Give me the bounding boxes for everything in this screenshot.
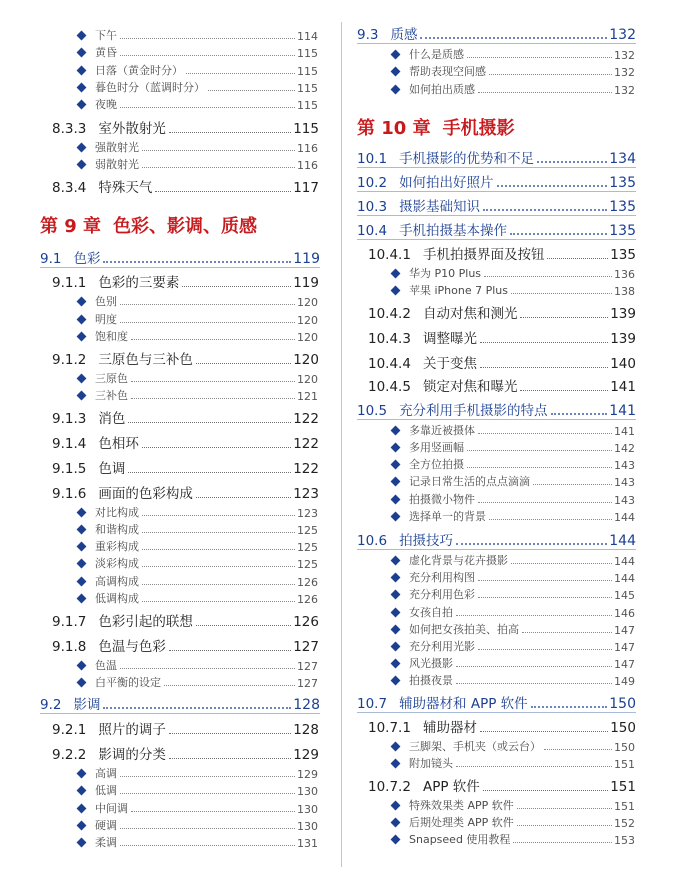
page-number: 120 [297, 331, 318, 344]
chapter-10-heading[interactable]: 第 10 章 手机摄影 [357, 118, 515, 139]
toc-item[interactable]: 多用竖画幅 142 [392, 438, 635, 455]
page-number: 144 [614, 572, 635, 585]
page-number: 143 [614, 459, 635, 472]
page-number: 122 [293, 461, 319, 477]
toc-item[interactable]: 充分利用色彩 145 [392, 585, 635, 602]
toc-item[interactable]: 明度 120 [78, 310, 318, 327]
page-number: 146 [614, 607, 635, 620]
diamond-bullet-icon [77, 821, 87, 831]
page-number: 126 [297, 593, 318, 606]
page-number: 141 [614, 425, 635, 438]
diamond-bullet-icon [391, 269, 401, 279]
page-number: 123 [297, 507, 318, 520]
diamond-bullet-icon [77, 661, 87, 671]
diamond-bullet-icon [77, 577, 87, 587]
page-number: 153 [614, 834, 635, 847]
page-number: 144 [614, 555, 635, 568]
toc-item[interactable]: 如何拍出质感 132 [392, 80, 635, 97]
toc-item[interactable]: 多靠近被摄体 141 [392, 421, 635, 438]
toc-item[interactable]: 柔调 131 [78, 833, 318, 850]
toc-item[interactable]: 饱和度 120 [78, 327, 318, 344]
page-number: 116 [297, 159, 318, 172]
toc-subsection-10-4-3[interactable]: 10.4.3 调整曝光 139 [368, 331, 636, 347]
toc-item[interactable]: Snapseed 使用教程 153 [392, 830, 635, 847]
toc-item[interactable]: 全方位拍摄 143 [392, 455, 635, 472]
page-number: 131 [297, 837, 318, 850]
diamond-bullet-icon [77, 804, 87, 814]
toc-item[interactable]: 三原色 120 [78, 369, 318, 386]
page-number: 147 [614, 624, 635, 637]
page-number: 130 [297, 785, 318, 798]
toc-item[interactable]: 拍摄夜景 149 [392, 671, 635, 688]
page-number: 132 [614, 49, 635, 62]
page-number: 122 [293, 411, 319, 427]
page-number: 126 [297, 576, 318, 589]
section-underline [357, 215, 636, 216]
page-number: 120 [297, 314, 318, 327]
page-number: 120 [297, 296, 318, 309]
page-number: 144 [609, 533, 636, 549]
toc-subsection-9-1-6[interactable]: 9.1.6 画面的色彩构成 123 [52, 486, 319, 502]
diamond-bullet-icon [77, 559, 87, 569]
page-number: 147 [614, 641, 635, 654]
diamond-bullet-icon [391, 426, 401, 436]
diamond-bullet-icon [391, 759, 401, 769]
diamond-bullet-icon [391, 556, 401, 566]
section-underline [40, 267, 320, 268]
toc-item[interactable]: 三脚架、手机夹（或云台） 150 [392, 737, 635, 754]
diamond-bullet-icon [77, 332, 87, 342]
toc-item[interactable]: 拍摄微小物件 143 [392, 490, 635, 507]
toc-item[interactable]: 下午 114 [78, 26, 318, 43]
toc-item[interactable]: 充分利用构图 144 [392, 568, 635, 585]
diamond-bullet-icon [391, 460, 401, 470]
page-number: 125 [297, 558, 318, 571]
toc-section-10-4[interactable]: 10.4 手机拍摄基本操作 135 [357, 223, 636, 239]
page-number: 121 [297, 390, 318, 403]
page-number: 152 [614, 817, 635, 830]
page-number: 115 [297, 82, 318, 95]
page-number: 115 [297, 99, 318, 112]
toc-subsection-9-1-3[interactable]: 9.1.3 消色 122 [52, 411, 319, 427]
toc-section-10-3[interactable]: 10.3 摄影基础知识 135 [357, 199, 636, 215]
diamond-bullet-icon [391, 835, 401, 845]
toc-item[interactable]: 女孩自拍 146 [392, 603, 635, 620]
page-number: 128 [293, 722, 319, 738]
page-number: 127 [297, 660, 318, 673]
diamond-bullet-icon [391, 625, 401, 635]
page-number: 128 [293, 697, 320, 713]
diamond-bullet-icon [77, 143, 87, 153]
page-number: 151 [614, 758, 635, 771]
diamond-bullet-icon [77, 160, 87, 170]
diamond-bullet-icon [391, 85, 401, 95]
toc-item[interactable]: 色温 127 [78, 656, 318, 673]
diamond-bullet-icon [391, 477, 401, 487]
page-number: 114 [297, 30, 318, 43]
diamond-bullet-icon [77, 83, 87, 93]
toc-section-10-2[interactable]: 10.2 如何拍出好照片 135 [357, 175, 636, 191]
diamond-bullet-icon [77, 786, 87, 796]
diamond-bullet-icon [391, 676, 401, 686]
toc-section-10-1[interactable]: 10.1 手机摄影的优势和不足 134 [357, 151, 636, 167]
toc-item[interactable]: 后期处理类 APP 软件 152 [392, 813, 635, 830]
page-number: 115 [297, 47, 318, 60]
toc-section-9-2[interactable]: 9.2 影调 128 [40, 697, 320, 713]
diamond-bullet-icon [391, 67, 401, 77]
diamond-bullet-icon [391, 286, 401, 296]
toc-item[interactable]: 淡彩构成 125 [78, 554, 318, 571]
page-number: 115 [293, 121, 319, 137]
page-number: 120 [297, 373, 318, 386]
toc-section-9-3[interactable]: 9.3 质感 132 [357, 27, 636, 43]
page-number: 134 [609, 151, 636, 167]
toc-subsection-9-1-1[interactable]: 9.1.1 色彩的三要素 119 [52, 275, 319, 291]
diamond-bullet-icon [77, 525, 87, 535]
toc-item[interactable]: 记录日常生活的点点滴滴 143 [392, 472, 635, 489]
diamond-bullet-icon [77, 542, 87, 552]
toc-item[interactable]: 弱散射光 116 [78, 155, 318, 172]
toc-item[interactable]: 黄昏 115 [78, 43, 318, 60]
toc-section-10-7[interactable]: 10.7 辅助器材和 APP 软件 150 [357, 696, 636, 712]
toc-subsection-9-1-4[interactable]: 9.1.4 色相环 122 [52, 436, 319, 452]
page-number: 143 [614, 476, 635, 489]
page-number: 119 [293, 251, 320, 267]
toc-item[interactable]: 夜晚 115 [78, 95, 318, 112]
page-number: 125 [297, 541, 318, 554]
page-number: 127 [293, 639, 319, 655]
toc-subsection-9-2-1[interactable]: 9.2.1 照片的调子 128 [52, 722, 319, 738]
toc-item[interactable]: 风光摄影 147 [392, 654, 635, 671]
toc-item[interactable]: 和谐构成 125 [78, 520, 318, 537]
diamond-bullet-icon [391, 573, 401, 583]
diamond-bullet-icon [391, 642, 401, 652]
page-number: 132 [614, 84, 635, 97]
toc-subsection-10-4-2[interactable]: 10.4.2 自动对焦和测光 139 [368, 306, 636, 322]
page-number: 125 [297, 524, 318, 537]
page-number: 122 [293, 436, 319, 452]
diamond-bullet-icon [391, 443, 401, 453]
page-number: 129 [297, 768, 318, 781]
diamond-bullet-icon [77, 769, 87, 779]
toc-item[interactable]: 中间调 130 [78, 799, 318, 816]
section-underline [357, 239, 636, 240]
toc-item[interactable]: 帮助表现空间感 132 [392, 62, 635, 79]
toc-subsection-10-7-2[interactable]: 10.7.2 APP 软件 151 [368, 779, 636, 795]
diamond-bullet-icon [77, 48, 87, 58]
diamond-bullet-icon [391, 742, 401, 752]
page-number: 150 [614, 741, 635, 754]
diamond-bullet-icon [391, 50, 401, 60]
page-number: 129 [293, 747, 319, 763]
page-number: 151 [614, 800, 635, 813]
diamond-bullet-icon [391, 495, 401, 505]
toc-item[interactable]: 什么是质感 132 [392, 45, 635, 62]
diamond-bullet-icon [77, 31, 87, 41]
toc-item[interactable]: 苹果 iPhone 7 Plus 138 [392, 281, 635, 298]
toc-item[interactable]: 对比构成 123 [78, 503, 318, 520]
toc-subsection-9-1-2[interactable]: 9.1.2 三原色与三补色 120 [52, 352, 319, 368]
toc-section-9-1[interactable]: 9.1 色彩 119 [40, 251, 320, 267]
toc-item[interactable]: 选择单一的背景 144 [392, 507, 635, 524]
page-number: 116 [297, 142, 318, 155]
toc-subsection-10-7-1[interactable]: 10.7.1 辅助器材 150 [368, 720, 636, 736]
page-number: 120 [293, 352, 319, 368]
page-number: 132 [614, 66, 635, 79]
page-number: 139 [610, 331, 636, 347]
toc-item[interactable]: 低调构成 126 [78, 589, 318, 606]
page-number: 135 [610, 247, 636, 263]
toc-item[interactable]: 硬调 130 [78, 816, 318, 833]
toc-item[interactable]: 低调 130 [78, 781, 318, 798]
page-number: 149 [614, 675, 635, 688]
diamond-bullet-icon [391, 590, 401, 600]
page-number: 151 [610, 779, 636, 795]
toc-item[interactable]: 特殊效果类 APP 软件 151 [392, 796, 635, 813]
diamond-bullet-icon [77, 374, 87, 384]
toc-item[interactable]: 三补色 121 [78, 386, 318, 403]
page-number: 126 [293, 614, 319, 630]
toc-item[interactable]: 充分利用光影 147 [392, 637, 635, 654]
section-underline [357, 419, 636, 420]
toc-section-10-6[interactable]: 10.6 拍摄技巧 144 [357, 533, 636, 549]
page-number: 123 [293, 486, 319, 502]
page-number: 150 [610, 720, 636, 736]
toc-item[interactable]: 重彩构成 125 [78, 537, 318, 554]
column-divider [341, 22, 342, 867]
toc-item[interactable]: 白平衡的设定 127 [78, 673, 318, 690]
toc-subsection-9-2-2[interactable]: 9.2.2 影调的分类 129 [52, 747, 319, 763]
toc-item[interactable]: 如何把女孩拍美、拍高 147 [392, 620, 635, 637]
section-underline [357, 191, 636, 192]
page-number: 142 [614, 442, 635, 455]
page-number: 115 [297, 65, 318, 78]
page-number: 138 [614, 285, 635, 298]
diamond-bullet-icon [391, 818, 401, 828]
diamond-bullet-icon [77, 391, 87, 401]
toc-item[interactable]: 色别 120 [78, 292, 318, 309]
toc-item[interactable]: 华为 P10 Plus 136 [392, 264, 635, 281]
toc-subsection-9-1-5[interactable]: 9.1.5 色调 122 [52, 461, 319, 477]
diamond-bullet-icon [77, 678, 87, 688]
page-number: 130 [297, 820, 318, 833]
diamond-bullet-icon [77, 100, 87, 110]
toc-subsection-9-1-8[interactable]: 9.1.8 色温与色彩 127 [52, 639, 319, 655]
toc-subsection-8-3-4[interactable]: 8.3.4 特殊天气 117 [52, 180, 319, 196]
page-number: 135 [609, 223, 636, 239]
page-number: 136 [614, 268, 635, 281]
toc-subsection-10-4-5[interactable]: 10.4.5 锁定对焦和曝光 141 [368, 379, 636, 395]
page-number: 139 [610, 306, 636, 322]
page-number: 143 [614, 494, 635, 507]
section-underline [357, 549, 636, 550]
page-number: 135 [609, 199, 636, 215]
section-underline [357, 167, 636, 168]
toc-subsection-9-1-7[interactable]: 9.1.7 色彩引起的联想 126 [52, 614, 319, 630]
section-underline [357, 712, 636, 713]
section-underline [40, 713, 320, 714]
toc-subsection-10-4-1[interactable]: 10.4.1 手机拍摄界面及按钮 135 [368, 247, 636, 263]
page-number: 141 [610, 379, 636, 395]
diamond-bullet-icon [77, 508, 87, 518]
page-number: 119 [293, 275, 319, 291]
toc-subsection-8-3-3[interactable]: 8.3.3 室外散射光 115 [52, 121, 319, 137]
toc-item[interactable]: 附加镜头 151 [392, 754, 635, 771]
diamond-bullet-icon [391, 801, 401, 811]
page-number: 130 [297, 803, 318, 816]
page-number: 144 [614, 511, 635, 524]
toc-item[interactable]: 高调 129 [78, 764, 318, 781]
section-underline [357, 43, 636, 44]
page-number: 132 [609, 27, 636, 43]
page-number: 141 [609, 403, 636, 419]
diamond-bullet-icon [77, 315, 87, 325]
page-number: 117 [293, 180, 319, 196]
diamond-bullet-icon [391, 659, 401, 669]
diamond-bullet-icon [77, 297, 87, 307]
toc-item[interactable]: 强散射光 116 [78, 138, 318, 155]
page-number: 147 [614, 658, 635, 671]
toc-item[interactable]: 高调构成 126 [78, 572, 318, 589]
page-number: 150 [609, 696, 636, 712]
diamond-bullet-icon [77, 838, 87, 848]
page-number: 145 [614, 589, 635, 602]
diamond-bullet-icon [391, 608, 401, 618]
toc-item[interactable]: 虚化背景与花卉摄影 144 [392, 551, 635, 568]
diamond-bullet-icon [391, 512, 401, 522]
chapter-9-heading[interactable]: 第 9 章 色彩、影调、质感 [40, 216, 258, 237]
toc-item[interactable]: 暮色时分（蓝调时分） 115 [78, 78, 318, 95]
page-number: 140 [610, 356, 636, 372]
toc-subsection-10-4-4[interactable]: 10.4.4 关于变焦 140 [368, 356, 636, 372]
diamond-bullet-icon [77, 66, 87, 76]
toc-item[interactable]: 日落（黄金时分） 115 [78, 61, 318, 78]
diamond-bullet-icon [77, 594, 87, 604]
page-number: 135 [609, 175, 636, 191]
page-number: 127 [297, 677, 318, 690]
toc-section-10-5[interactable]: 10.5 充分利用手机摄影的特点 141 [357, 403, 636, 419]
